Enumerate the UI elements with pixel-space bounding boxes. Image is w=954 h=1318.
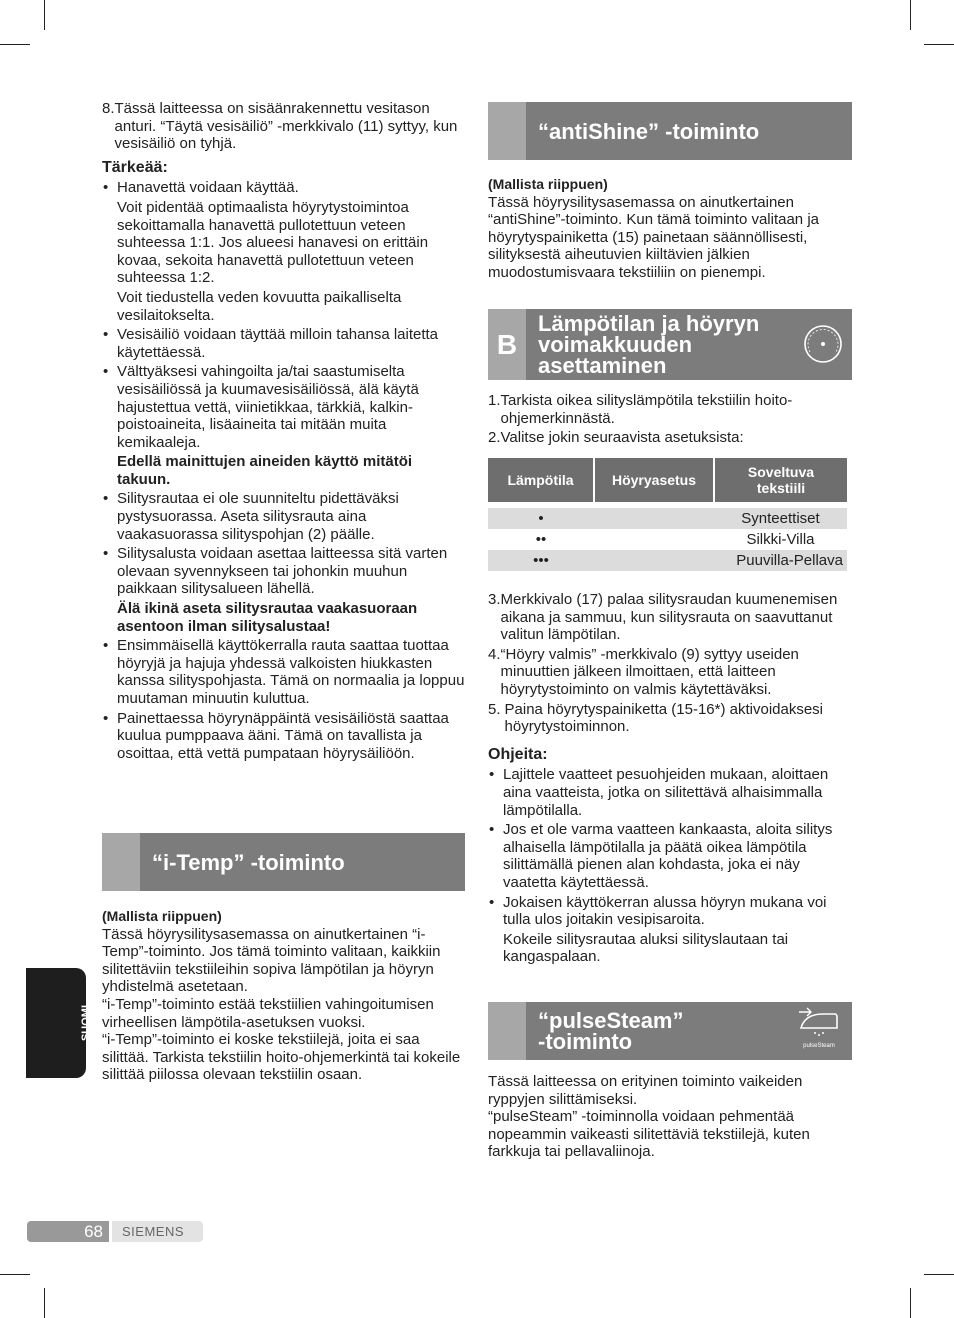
step-number: 2. <box>488 429 501 447</box>
step-text: Tässä laitteessa on sisäänrakennettu vesitason anturi. “Täytä vesisäiliö” -merkkivalo (11) syttyy, kun vesisäiliö on tyhjä. <box>114 100 458 153</box>
step-1 <box>488 392 852 427</box>
step-8 <box>102 100 467 153</box>
important-list <box>102 179 467 762</box>
step-number: 8. <box>102 100 115 117</box>
title-line: -toiminto <box>538 1029 633 1054</box>
textile-name: Silkki-Villa <box>746 531 815 548</box>
brand-name: SIEMENS <box>122 1224 185 1239</box>
list-item: • Jos et ole varma vaatteen kankaasta, aloita silitys alhaisella lämpötilalla ja päätä oikea lämpötila silittämällä pienen alan kohdasta, joka ei näy vaatetta käytettäessä. <box>488 821 852 891</box>
temp-dots: •• <box>535 531 547 548</box>
bullet-text: Painettaessa höyrynäppäintä vesisäiliöstä saattaa kuulua pumppaava ääni. Tämä on tavallista ja osoittaa, että vettä pumpataan höyrysäiliöön. <box>117 709 449 762</box>
step-number: 3. <box>488 591 501 608</box>
page-number-box <box>27 1221 109 1242</box>
section-tab <box>488 1002 526 1060</box>
icon-caption: pulseSteam <box>803 1043 835 1049</box>
temperature-steps <box>488 392 852 447</box>
language-side-tab <box>26 968 92 1078</box>
bullet-text: Lajittele vaatteet pesuohjeiden mukaan, aloittaen aina vaatteista, jotka on silitettävä alhaisimmalla lämpötilalla. <box>503 766 829 819</box>
pulsesteam-icon <box>796 1006 842 1049</box>
crop-mark <box>910 0 911 30</box>
section-title: “i-Temp” -toiminto <box>152 849 345 875</box>
list-item: • Välttyäksesi vahingoilta ja/tai saastumiselta vesisäiliössä ja kuumavesisäiliössä, älä käytä hajustettua vettä, viinietikkaa, tärkkiä, kalkin-poistoaineita, lisäaineita tai mitään muita kemikaaleja. Edellä mainittujen aineiden käyttö mitätöi takuun. <box>102 363 467 488</box>
temp-dots: • <box>538 510 544 527</box>
settings-table <box>488 458 847 571</box>
step-text: “Höyry valmis” -merkkivalo (9) syttyy useiden minuuttien jälkeen ilmoittaen, että laitteen höyrytystoiminto on valmis käytettäväksi. <box>500 645 799 698</box>
model-note: (Mallista riippuen) <box>488 176 608 192</box>
crop-mark <box>910 1288 911 1318</box>
paragraph: “i-Temp”-toiminto estää tekstiilien vahingoitumisen virheellisen lämpötila-asetuksen vuoksi. <box>102 995 434 1031</box>
footer <box>27 1221 203 1242</box>
step-number: 5. <box>488 700 501 718</box>
bullet-text: Kokeile silitysrautaa aluksi silityslautaan tai kangaspalaan. <box>503 930 789 966</box>
step-text: Tarkista oikea silityslämpötila tekstiilin hoito-ohjemerkinnästä. <box>500 392 793 427</box>
title-line: asettaminen <box>538 353 667 378</box>
paragraph: Tässä laitteessa on erityinen toiminto vaikeiden ryppyjen silittämiseksi. <box>488 1073 803 1108</box>
bullet-text: Välttyäksesi vahingoilta ja/tai saastumiselta vesisäiliössä ja kuumavesisäiliössä, älä käytä hajustettua vettä, viinietikkaa, tärkkiä, kalkin-poistoaineita, lisäaineita tai mitään muita kemikaaleja. <box>117 363 419 451</box>
antishine-section <box>488 172 852 282</box>
table-row <box>488 508 847 529</box>
bullet-text: Silitysrautaa ei ole suunniteltu pidettäväksi pystysuorassa. Aseta silitysrauta aina vaakasuorassa silityspohjan (2) päälle. <box>117 490 399 543</box>
list-item: • Lajittele vaatteet pesuohjeiden mukaan, aloittaen aina vaatteista, jotka on silitettävä alhaisimmalla lämpötilalla. <box>488 766 852 819</box>
step-text: Paina höyrytyspainiketta (15-16*) aktivoidaksesi höyrytystoiminnon. <box>504 700 824 736</box>
list-item: • Jokaisen käyttökerran alussa höyryn mukana voi tulla ulos joitakin vesipisaroita. Kokeile silitysrautaa aluksi silityslautaan tai kangaspalaan. <box>488 894 852 966</box>
bullet-text: Vesisäiliö voidaan täyttää milloin tahansa laitetta käytettäessä. <box>117 326 439 361</box>
paragraph: “pulseSteam” -toiminnolla voidaan pehmentää nopeammin vaikeasti silitettäviä tekstiilejä, kuten farkkuja tai pellavaliinoja. <box>488 1108 810 1161</box>
paragraph: Tässä höyrysilitysasemassa on ainutkertainen “antiShine”-toiminto. Kun tämä toiminto valitaan ja höyrytyspainiketta (15) painetaan säännöllisesti, silityksestä aiheutuvien kiiltävien jälkien muodostumisvaara tekstiiliin on pienempi. <box>488 193 819 281</box>
step-text: Valitse jokin seuraavista asetuksista: <box>500 429 744 447</box>
warning-text: Edellä mainittujen aineiden käyttö mitätöi takuun. <box>117 453 413 488</box>
column-header: Soveltuva tekstiili <box>714 458 847 502</box>
paragraph: Tässä höyrysilitysasemassa on ainutkertainen “i-Temp”-toiminto. Jos tämä toiminto valitaan, kaikkiin silitettäviin tekstiileihin sopiva lämpötilan ja höyryn yhdistelmä asetetaan. <box>102 925 441 996</box>
model-note: (Mallista riippuen) <box>102 908 222 924</box>
pulsesteam-section <box>488 1073 852 1161</box>
important-heading: Tärkeää: <box>102 158 168 176</box>
list-item: • Vesisäiliö voidaan täyttää milloin tahansa laitetta käytettäessä. <box>102 326 467 361</box>
tips-heading: Ohjeita: <box>488 745 548 763</box>
temperature-dial-icon <box>802 323 844 370</box>
table-header-row <box>488 458 847 502</box>
title-line: voimakkuuden <box>538 332 693 357</box>
itemp-section-header <box>102 833 465 891</box>
bullet-text: Jokaisen käyttökerran alussa höyryn mukana voi tulla ulos joitakin vesipisaroita. <box>503 893 827 929</box>
left-column <box>102 100 467 764</box>
crop-mark <box>924 1274 954 1275</box>
list-item: • Painettaessa höyrynäppäintä vesisäiliöstä saattaa kuulua pumppaava ääni. Tämä on tavallista ja osoittaa, että vettä pumpataan höyrysäiliöön. <box>102 710 467 763</box>
antishine-section-header <box>488 102 852 160</box>
bullet-text: Hanavettä voidaan käyttää. <box>117 179 299 197</box>
crop-mark <box>0 1274 30 1275</box>
textile-name: Puuvilla-Pellava <box>736 552 843 569</box>
column-header: Höyryasetus <box>594 458 714 502</box>
table-row <box>488 529 847 550</box>
itemp-section <box>102 904 467 1084</box>
pulsesteam-section-header <box>488 1002 852 1060</box>
textile-name: Synteettiset <box>741 510 820 527</box>
language-label: SUOMI <box>80 1004 92 1042</box>
step-number: 4. <box>488 645 501 663</box>
crop-mark <box>44 1288 45 1318</box>
list-item: • Ensimmäisellä käyttökerralla rauta saattaa tuottaa höyryjä ja hajuja yhdessä valkoisten hiukkasten kanssa silityspohjasta. Tämä on normaalia ja loppuu muutaman minuutin kuluttua. <box>102 637 467 707</box>
paragraph: “i-Temp”-toiminto ei koske tekstiilejä, joita ei saa silittää. Tarkista tekstiilin hoito-ohjemerkintä tai kokeile silittää piilossa olevaan tekstiilin osaan. <box>102 1031 461 1084</box>
list-item: • Silitysrautaa ei ole suunniteltu pidettäväksi pystysuorassa. Aseta silitysrauta aina vaakasuorassa silityspohjan (2) päälle. <box>102 490 467 543</box>
temp-dots: ••• <box>533 552 549 569</box>
column-header: Lämpötila <box>488 458 594 502</box>
steam-setting <box>594 508 714 529</box>
section-letter: B <box>488 309 526 380</box>
title-line: Lämpötilan ja höyryn <box>538 311 760 336</box>
steam-setting <box>594 550 714 571</box>
step-text: Merkkivalo (17) palaa silitysraudan kuumenemisen aikana ja sammuu, kun silitysrauta on saavuttanut valitun lämpötilan. <box>500 591 838 644</box>
brand-box <box>112 1221 203 1242</box>
step-5 <box>488 701 852 736</box>
bullet-text: Silitysalusta voidaan asettaa laitteessa sitä varten olevaan syvennykseen tai johonkin muuhun paikkaan silitysalueen lähellä. <box>117 545 448 598</box>
steam-setting <box>594 529 714 550</box>
temperature-section-header <box>488 309 852 380</box>
page-number: 68 <box>84 1221 103 1241</box>
title-line: “pulseSteam” <box>538 1008 684 1033</box>
crop-mark <box>924 44 954 45</box>
crop-mark <box>0 44 30 45</box>
crop-mark <box>44 0 45 30</box>
bullet-text: Voit pidentää optimaalista höyrytystoimintoa sekoittamalla hanavettä pullotettuun veteen suhteessa 1:1. Jos alueesi hanavesi on erittäin kovaa, sekoita hanavettä pullotettuun veteen suhteessa 1:2. <box>117 198 429 287</box>
step-4 <box>488 646 852 699</box>
bullet-text: Ensimmäisellä käyttökerralla rauta saattaa tuottaa höyryjä ja hajuja yhdessä valkoisten hiukkasten kanssa silityspohjasta. Tämä on normaalia ja loppuu muutaman minuutin kuluttua. <box>117 637 465 707</box>
step-3 <box>488 591 852 644</box>
section-tab <box>102 833 140 891</box>
temperature-steps-continued <box>488 591 852 968</box>
table-row <box>488 550 847 571</box>
list-item: • Silitysalusta voidaan asettaa laitteessa sitä varten olevaan syvennykseen tai johonkin muuhun paikkaan silitysalueen lähellä. Älä ikinä aseta silitysrautaa vaakasuoraan asentoon ilman silitysalustaa! <box>102 545 467 635</box>
tips-list <box>488 766 852 966</box>
step-2 <box>488 429 852 447</box>
bullet-text: Voit tiedustella veden kovuutta paikalliselta vesilaitokselta. <box>117 288 402 324</box>
bullet-text: Jos et ole varma vaatteen kankaasta, aloita silitys alhaisella lämpötilalla ja päätä oikea lämpötila silittämällä pienen alan kohdasta, joka ei näy vaatetta käytettäessä. <box>503 821 833 891</box>
list-item: • Hanavettä voidaan käyttää. Voit pidentää optimaalista höyrytystoimintoa sekoittamalla hanavettä pullotettuun veteen suhteessa 1:1. Jos alueesi hanavesi on erittäin kovaa, sekoita hanavettä pullotettuun veteen suhteessa 1:2. Voit tiedustella veden kovuutta paikalliselta vesilaitokselta. <box>102 179 467 324</box>
step-number: 1. <box>488 392 501 409</box>
section-title: “antiShine” -toiminto <box>538 118 760 144</box>
warning-text: Älä ikinä aseta silitysrautaa vaakasuoraan asentoon ilman silitysalustaa! <box>117 600 418 635</box>
section-tab <box>488 102 526 160</box>
